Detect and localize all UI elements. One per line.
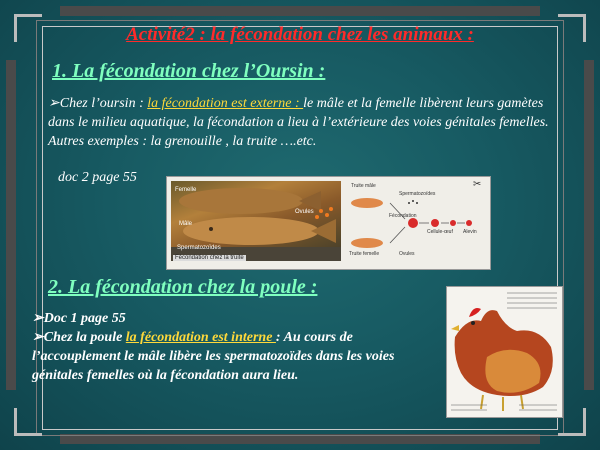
hen-anatomy-figure xyxy=(446,286,563,418)
diag-label-truite-male: Truite mâle xyxy=(351,183,376,189)
examples-text: Autres exemples : la grenouille , la truite ….etc. xyxy=(48,134,317,149)
bullet2-highlight: la fécondation est interne xyxy=(125,330,276,345)
photo-label-ovules: Ovules xyxy=(295,209,314,215)
photo-label-spermatozoides: Spermatozoïdes xyxy=(177,245,221,251)
bullet-poule xyxy=(32,328,442,385)
section1-heading: 1. La fécondation chez l’Oursin : xyxy=(52,60,326,82)
intro-highlight: la fécondation est externe : xyxy=(147,96,304,111)
diag-label-alevin: Alevin xyxy=(463,229,477,235)
section1-paragraph xyxy=(48,94,568,151)
diag-label-spermatozoides: Spermatozoïdes xyxy=(399,191,436,197)
frame-bar-top xyxy=(60,6,540,16)
trout-figure-caption: Fécondation chez la truite xyxy=(175,255,244,261)
doc2-reference: doc 2 page 55 xyxy=(58,170,137,185)
diag-label-fecondation: Fécondation xyxy=(389,213,417,219)
diag-label-cellule-oeuf: Cellule-œuf xyxy=(427,229,453,235)
intro-prefix: ➢Chez l’oursin : xyxy=(48,96,148,111)
bullet-doc1: ➢Doc 1 page 55 xyxy=(32,311,126,326)
slide-title: Activité2 : la fécondation chez les animaux : xyxy=(126,24,474,45)
photo-label-femelle: Femelle xyxy=(175,187,197,193)
section2-heading: 2. La fécondation chez la poule : xyxy=(48,276,318,298)
hen-illustration xyxy=(447,287,562,417)
photo-label-male: Mâle xyxy=(179,221,193,227)
bullet2-prefix: ➢Chez la poule xyxy=(32,330,126,345)
diag-label-ovules: Ovules xyxy=(399,251,415,257)
bullet2-rest: : Au cours de l’accouplement le mâle libère les spermatozoïdes dans les voies génitales femelles où la fécondation aura lieu. xyxy=(32,330,395,383)
scissors-icon: ✂ xyxy=(473,179,482,190)
intro-rest: le mâle et la femelle libèrent leurs gamètes dans le milieu aquatique, la fécondation a lieu à l’extérieure des voies génitales femelles. xyxy=(48,96,549,130)
section2-bullets xyxy=(32,309,442,385)
trout-fertilization-figure xyxy=(166,176,491,270)
diag-label-truite-femelle: Truite femelle xyxy=(349,251,380,257)
frame-bar-left xyxy=(6,60,16,390)
frame-bar-right xyxy=(584,60,594,390)
trout-photo xyxy=(171,181,341,261)
corner-bottom-left xyxy=(14,408,42,436)
